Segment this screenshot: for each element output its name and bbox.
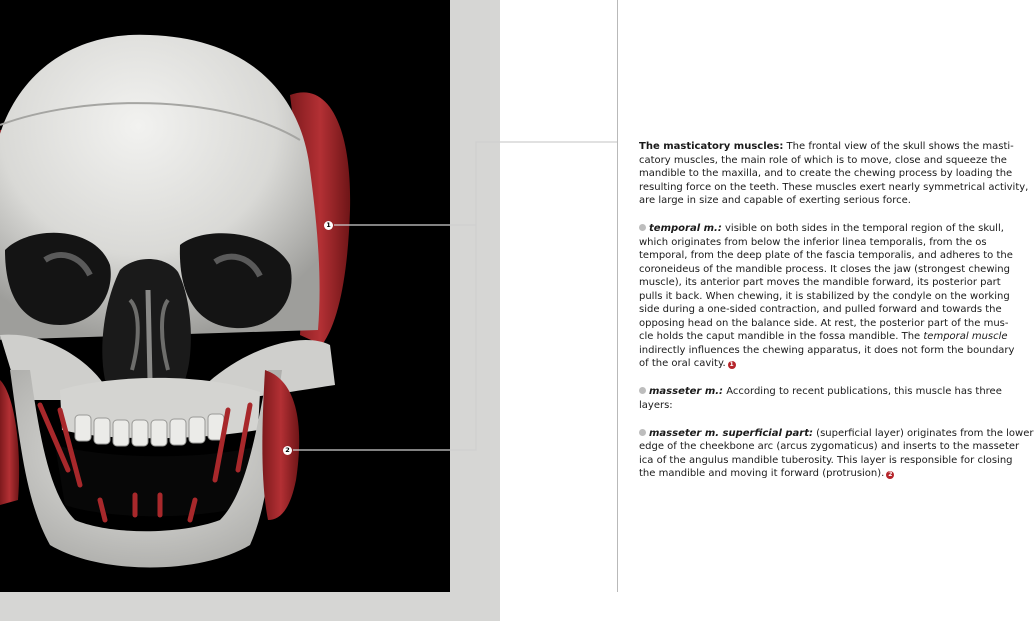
reference-badge-2: 2 [888,471,893,478]
reference-badge-1: 1 [729,361,734,368]
masseter-superficial-paragraph: masseter m. superficial part: (superficial layer) originates from the lower edge of the cheekbone arc (arcus zygomaticus) and inserts to the masseter ica of the angulus mandible tuberosity. This layer is responsible for closing the mandible and moving it forward (protrusion). 2 [639,427,1034,479]
bullet-icon [639,429,646,436]
masseter-term: masseter m.: [649,386,724,397]
text-column [639,140,1034,495]
temporal-term: temporal m.: [649,223,722,234]
temporal-paragraph: temporal m.: visible on both sides in the temporal region of the skull, which originates from below the inferior linea temporalis, from the os temporal, from the deep plate of the fascia temporalis, and adheres to the coroneideus of the mandible process. It closes the jaw (strongest chewing muscle), its anterior part moves the mandible forward, its posterior part pulls it back. When chewing, it is stabilized by the condyle on the working side during a one-sided contraction, and pulled forward and towards the opposing head on the balance side. At rest, the posterior part of the mus- cle holds the caput mandible in the fossa mandible. The temporal muscle indirectly influences the chewing apparatus, it does not form the boundary of the oral cavity. 1 [639,223,1015,369]
callout-1: 1 [324,221,333,230]
bullet-icon [639,387,646,394]
intro-heading: The masticatory muscles: [639,141,784,152]
callout-2: 2 [283,446,292,455]
temporal-muscle-italic: temporal muscle [923,331,1008,342]
bullet-icon [639,224,646,231]
intro-paragraph: The masticatory muscles: The frontal view of the skull shows the masti- catory muscles, the main role of which is to move, close and squeeze the mandible to the maxilla, and to create the chewing process by loading the resulting force on the teeth. These muscles exert nearly symmetrical activity, are large in size and capable of exerting serious force. [639,141,1029,206]
masseter-superficial-term: masseter m. superficial part: [649,427,813,439]
masseter-paragraph: masseter m.: According to recent publications, this muscle has three layers: [639,386,1002,411]
